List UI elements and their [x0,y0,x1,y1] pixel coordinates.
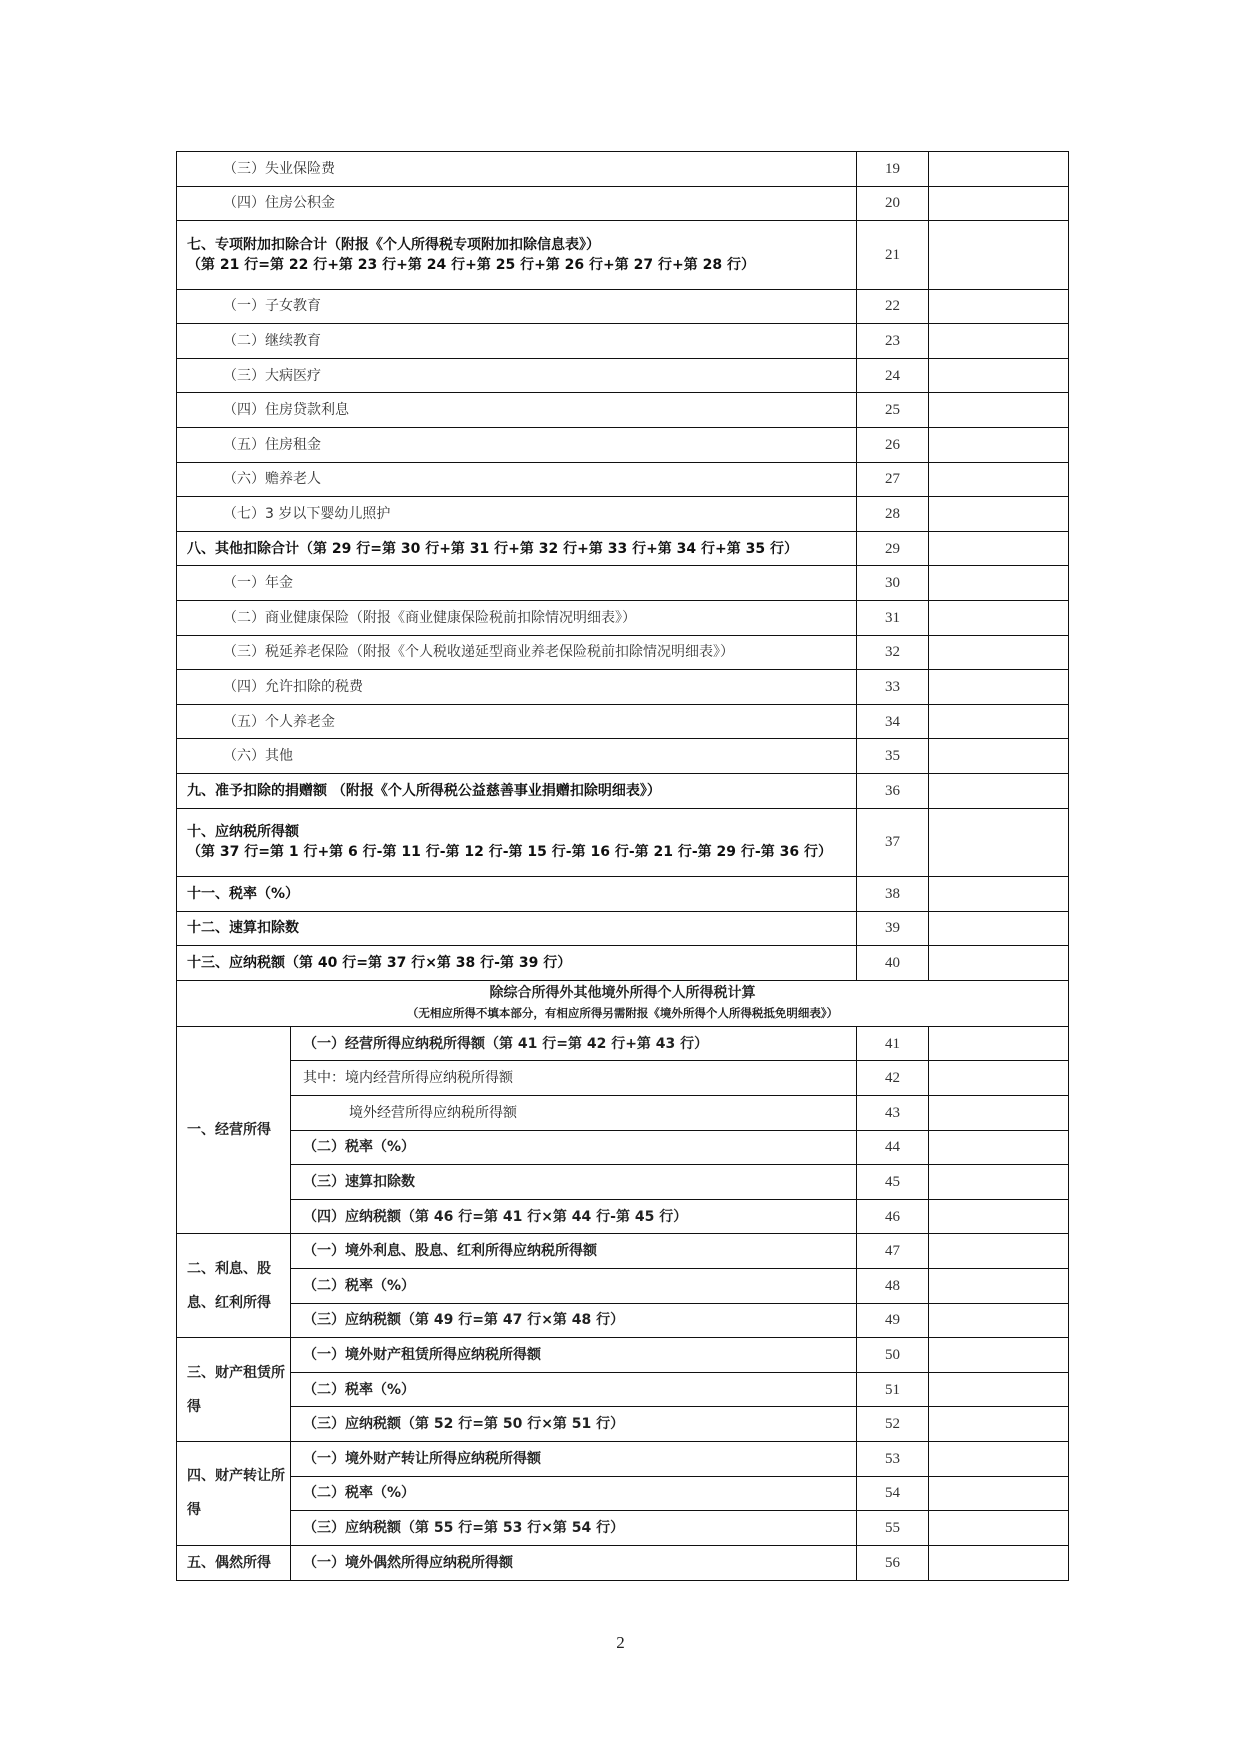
table-row [177,531,1069,566]
row-number: 36 [857,774,929,809]
row-label: （二）税率（%） [291,1372,857,1407]
table-row [177,428,1069,463]
table-row [177,774,1069,809]
amount-input-cell[interactable] [929,531,1069,566]
row-number: 22 [857,289,929,324]
row-number: 27 [857,462,929,497]
row-label-cell [177,289,857,324]
amount-input-cell[interactable] [929,1234,1069,1269]
table-row [177,877,1069,912]
table-row [177,1407,1069,1442]
tax-form-body [177,152,1069,1581]
amount-input-cell[interactable] [929,289,1069,324]
amount-input-cell[interactable] [929,1026,1069,1061]
amount-input-cell[interactable] [929,462,1069,497]
row-number: 42 [857,1061,929,1096]
row-label-cell [177,877,857,912]
table-row [177,1372,1069,1407]
row-label-cell [177,670,857,705]
amount-input-cell[interactable] [929,1338,1069,1373]
row-number: 35 [857,739,929,774]
row-label: （三）失业保险费 [223,160,335,177]
table-row [177,946,1069,981]
table-row [177,221,1069,290]
amount-input-cell[interactable] [929,1096,1069,1131]
table-row [177,1303,1069,1338]
row-number: 48 [857,1269,929,1304]
table-row [177,1442,1069,1477]
row-label-cell [177,911,857,946]
row-label-cell [177,221,857,290]
row-number: 40 [857,946,929,981]
row-number: 45 [857,1165,929,1200]
row-label: （一）境外财产租赁所得应纳税所得额 [291,1338,857,1373]
row-number: 20 [857,186,929,221]
category-cell: 五、偶然所得 [177,1545,291,1580]
row-label: （三）应纳税额（第 49 行=第 47 行×第 48 行） [291,1303,857,1338]
amount-input-cell[interactable] [929,1303,1069,1338]
row-label: 境外经营所得应纳税所得额 [291,1096,857,1131]
table-row [177,1545,1069,1580]
tax-form-table [176,151,1069,1581]
row-label: （二）税率（%） [291,1130,857,1165]
category-cell: 三、财产租赁所得 [177,1338,291,1442]
amount-input-cell[interactable] [929,566,1069,601]
amount-input-cell[interactable] [929,358,1069,393]
amount-input-cell[interactable] [929,186,1069,221]
table-row [177,1199,1069,1234]
amount-input-cell[interactable] [929,1476,1069,1511]
row-number: 24 [857,358,929,393]
row-number: 52 [857,1407,929,1442]
row-number: 21 [857,221,929,290]
row-number: 38 [857,877,929,912]
table-row [177,1338,1069,1373]
row-label: （一）子女教育 [223,298,321,315]
amount-input-cell[interactable] [929,1061,1069,1096]
row-number: 23 [857,324,929,359]
row-label-cell [177,566,857,601]
row-number: 50 [857,1338,929,1373]
table-row [177,324,1069,359]
row-number: 30 [857,566,929,601]
amount-input-cell[interactable] [929,1130,1069,1165]
row-label-cell [177,152,857,187]
table-row [177,358,1069,393]
row-label-cell [177,946,857,981]
table-row [177,1026,1069,1061]
amount-input-cell[interactable] [929,774,1069,809]
amount-input-cell[interactable] [929,497,1069,532]
row-formula: （第 21 行=第 22 行+第 23 行+第 24 行+第 25 行+第 26 行+第 27 行+第 28 行） [187,256,755,273]
row-label: （一）境外利息、股息、红利所得应纳税所得额 [291,1234,857,1269]
table-row [177,1130,1069,1165]
row-label-cell [177,462,857,497]
row-number: 56 [857,1545,929,1580]
row-label: 其中：境内经营所得应纳税所得额 [291,1061,857,1096]
section-header [177,980,1069,1026]
category-cell: 一、经营所得 [177,1026,291,1234]
row-label: 八、其他扣除合计（第 29 行=第 30 行+第 31 行+第 32 行+第 33 行+第 34 行+第 35 行） [187,540,798,557]
amount-input-cell[interactable] [929,324,1069,359]
section-title: 除综合所得外其他境外所得个人所得税计算 [489,985,756,1002]
row-number: 33 [857,670,929,705]
row-label: 十、应纳税所得额 [187,824,299,841]
amount-input-cell[interactable] [929,946,1069,981]
row-label: （七）3 岁以下婴幼儿照护 [223,506,391,523]
row-number: 44 [857,1130,929,1165]
row-label: 十二、速算扣除数 [187,920,299,937]
row-label-cell [177,428,857,463]
row-label: （六）赡养老人 [223,471,321,488]
row-label-cell [177,635,857,670]
row-number: 53 [857,1442,929,1477]
amount-input-cell[interactable] [929,1511,1069,1546]
amount-input-cell[interactable] [929,221,1069,290]
amount-input-cell[interactable] [929,808,1069,877]
row-label: （二）税率（%） [291,1476,857,1511]
row-label-cell [177,358,857,393]
page-number: 2 [616,1633,625,1652]
table-row [177,1476,1069,1511]
row-label: （五）住房租金 [223,436,321,453]
row-label: （四）住房公积金 [223,195,335,212]
row-label-cell [177,324,857,359]
row-label-cell [177,531,857,566]
row-label: （一）经营所得应纳税所得额（第 41 行=第 42 行+第 43 行） [291,1026,857,1061]
table-row [177,1269,1069,1304]
table-row [177,670,1069,705]
amount-input-cell[interactable] [929,670,1069,705]
amount-input-cell[interactable] [929,1165,1069,1200]
row-label: 七、专项附加扣除合计（附报《个人所得税专项附加扣除信息表》） [187,236,600,253]
row-number: 19 [857,152,929,187]
row-number: 28 [857,497,929,532]
row-number: 54 [857,1476,929,1511]
row-formula: （第 37 行=第 1 行+第 6 行-第 11 行-第 12 行-第 15 行-第 16 行-第 21 行-第 29 行-第 36 行） [187,844,832,861]
amount-input-cell[interactable] [929,704,1069,739]
table-row [177,462,1069,497]
row-label: （三）税延养老保险（附报《个人税收递延型商业养老保险税前扣除情况明细表》） [223,644,734,661]
section-header-row [177,980,1069,1026]
table-row [177,1511,1069,1546]
row-number: 37 [857,808,929,877]
row-number: 34 [857,704,929,739]
amount-input-cell[interactable] [929,1545,1069,1580]
table-row [177,1234,1069,1269]
table-row [177,186,1069,221]
row-label: （五）个人养老金 [223,713,335,730]
row-label-cell [177,808,857,877]
table-row [177,152,1069,187]
amount-input-cell[interactable] [929,1442,1069,1477]
row-label: （三）应纳税额（第 55 行=第 53 行×第 54 行） [291,1511,857,1546]
row-number: 51 [857,1372,929,1407]
amount-input-cell[interactable] [929,393,1069,428]
table-row [177,601,1069,636]
table-row [177,635,1069,670]
section-note: （无相应所得不填本部分，有相应所得另需附报《境外所得个人所得税抵免明细表》） [406,1006,839,1021]
row-label-cell [177,186,857,221]
table-row [177,704,1069,739]
row-number: 49 [857,1303,929,1338]
row-number: 41 [857,1026,929,1061]
amount-input-cell[interactable] [929,1372,1069,1407]
row-number: 55 [857,1511,929,1546]
amount-input-cell[interactable] [929,152,1069,187]
table-row [177,911,1069,946]
amount-input-cell[interactable] [929,635,1069,670]
row-number: 32 [857,635,929,670]
row-label: （三）应纳税额（第 52 行=第 50 行×第 51 行） [291,1407,857,1442]
row-label-cell [177,497,857,532]
row-label: 十三、应纳税额（第 40 行=第 37 行×第 38 行-第 39 行） [187,955,572,972]
row-number: 31 [857,601,929,636]
row-number: 47 [857,1234,929,1269]
row-label: （二）继续教育 [223,333,321,350]
amount-input-cell[interactable] [929,601,1069,636]
row-number: 29 [857,531,929,566]
row-label-cell [177,739,857,774]
row-label: （六）其他 [223,748,293,765]
row-number: 26 [857,428,929,463]
row-number: 39 [857,911,929,946]
row-label: （一）境外财产转让所得应纳税所得额 [291,1442,857,1477]
row-label: （四）应纳税额（第 46 行=第 41 行×第 44 行-第 45 行） [291,1199,857,1234]
row-label: （四）允许扣除的税费 [223,679,363,696]
row-label: 十一、税率（%） [187,885,300,902]
table-row [177,393,1069,428]
row-label: （四）住房贷款利息 [223,402,349,419]
row-label-cell [177,393,857,428]
amount-input-cell[interactable] [929,739,1069,774]
row-label-cell [177,774,857,809]
amount-input-cell[interactable] [929,1407,1069,1442]
row-label: （二）税率（%） [291,1269,857,1304]
amount-input-cell[interactable] [929,877,1069,912]
row-label: （二）商业健康保险（附报《商业健康保险税前扣除情况明细表》） [223,609,636,626]
row-label: （三）速算扣除数 [291,1165,857,1200]
row-label: （一）年金 [223,575,293,592]
table-row [177,1096,1069,1131]
row-label-cell [177,601,857,636]
row-label: （一）境外偶然所得应纳税所得额 [291,1545,857,1580]
row-number: 25 [857,393,929,428]
category-cell: 二、利息、股息、红利所得 [177,1234,291,1338]
row-number: 46 [857,1199,929,1234]
table-row [177,289,1069,324]
row-number: 43 [857,1096,929,1131]
table-row [177,739,1069,774]
table-row [177,497,1069,532]
table-row [177,1165,1069,1200]
amount-input-cell[interactable] [929,1199,1069,1234]
table-row [177,566,1069,601]
amount-input-cell[interactable] [929,1269,1069,1304]
amount-input-cell[interactable] [929,911,1069,946]
table-row [177,808,1069,877]
table-row [177,1061,1069,1096]
row-label: 九、准予扣除的捐赠额 （附报《个人所得税公益慈善事业捐赠扣除明细表》） [187,782,661,799]
row-label-cell [177,704,857,739]
amount-input-cell[interactable] [929,428,1069,463]
row-label: （三）大病医疗 [223,367,321,384]
category-cell: 四、财产转让所得 [177,1442,291,1546]
